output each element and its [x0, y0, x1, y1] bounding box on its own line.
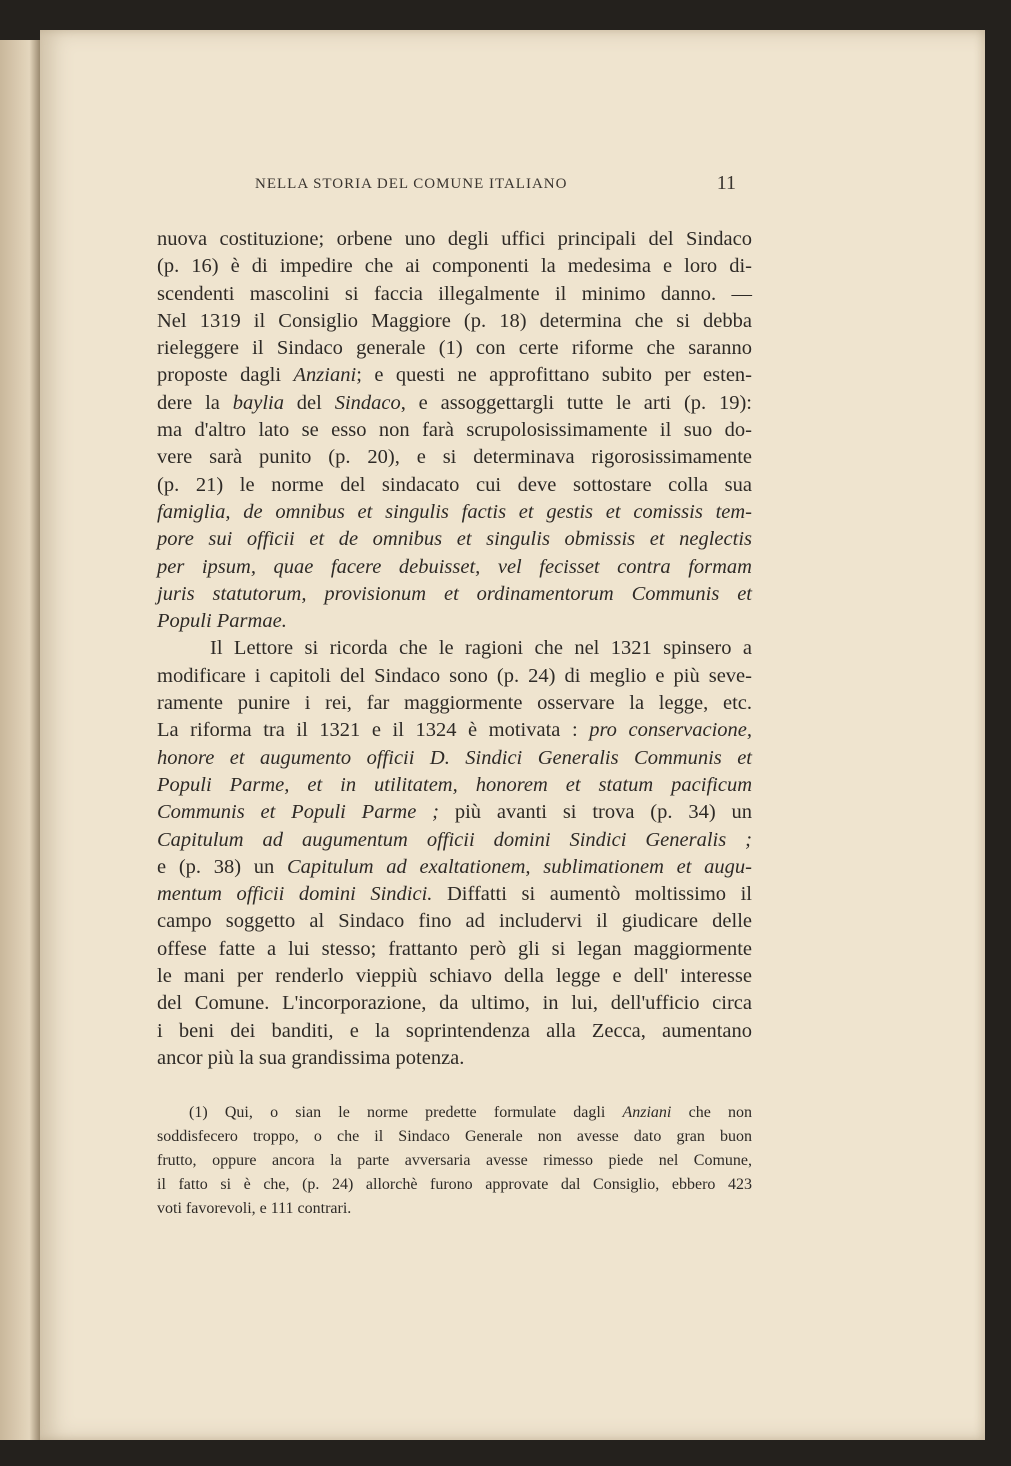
page-header	[157, 172, 752, 196]
text-line	[157, 554, 752, 581]
text-line	[157, 908, 752, 935]
text-line	[157, 690, 752, 717]
text-line	[157, 663, 752, 690]
text-segment: del	[283, 391, 335, 414]
text-segment: ; e questi ne approfittano subito per esten-	[356, 364, 752, 387]
text-line	[157, 854, 752, 881]
text-segment: e (p. 38) un	[157, 855, 287, 878]
text-segment: frutto, oppure ancora la parte avversaria avesse rimesso piede nel Comune,	[157, 1152, 752, 1169]
text-line	[157, 226, 752, 253]
text-segment: rieleggere il Sindaco generale (1) con certe riforme che saranno	[157, 337, 752, 360]
text-line	[157, 390, 752, 417]
text-segment: Diffatti si aumentò moltissimo il	[432, 883, 752, 906]
text-line	[157, 444, 752, 471]
footnote-line	[157, 1101, 752, 1125]
italic-text: Populi Parme, et in utilitatem, honorem et statum pacificum	[157, 773, 752, 796]
text-line	[157, 281, 752, 308]
text-segment: voti favorevoli, e 111 contrari.	[157, 1200, 352, 1217]
text-segment: campo soggetto al Sindaco fino ad includervi il giudicare delle	[157, 910, 752, 933]
body-text	[157, 226, 752, 1072]
italic-text: mentum officii domini Sindici.	[157, 883, 433, 906]
text-segment: offese fatte a lui stesso; frattanto però gli si legan maggiormente	[157, 937, 752, 960]
text-line	[157, 335, 752, 362]
text-line	[157, 472, 752, 499]
text-line	[157, 717, 752, 744]
text-line	[157, 827, 752, 854]
italic-text: juris statutorum, provisionum et ordinamentorum Communis et	[157, 582, 752, 605]
footnote-line	[157, 1197, 752, 1221]
text-segment: le mani per renderlo vieppiù schiavo della legge e dell' interesse	[157, 965, 752, 988]
italic-text: Capitulum ad exaltationem, sublimationem et augu-	[287, 855, 752, 878]
text-line	[157, 881, 752, 908]
text-line	[157, 362, 752, 389]
text-line	[157, 581, 752, 608]
text-line	[157, 936, 752, 963]
text-line	[157, 745, 752, 772]
text-segment: scendenti mascolini si faccia illegalmente il minimo danno. —	[157, 282, 752, 305]
text-segment: (p. 21) le norme del sindacato cui deve sottostare colla sua	[157, 473, 752, 496]
italic-text: baylia	[232, 391, 284, 414]
footnotes	[157, 1101, 752, 1221]
text-segment: ma d'altro lato se esso non farà scrupolosissimamente il suo do-	[157, 419, 752, 442]
text-line	[157, 417, 752, 444]
text-segment: ancor più la sua grandissima potenza.	[157, 1046, 465, 1069]
italic-text: honore et augumento officii D. Sindici Generalis Communis et	[157, 746, 752, 769]
italic-text: Anziani	[293, 364, 357, 387]
footnote-line	[157, 1173, 752, 1197]
footnote-line	[157, 1125, 752, 1149]
text-segment: modificare i capitoli del Sindaco sono (p. 24) di meglio e più seve-	[157, 664, 752, 687]
text-line	[157, 1018, 752, 1045]
italic-text: famiglia, de omnibus et singulis factis et gestis et comissis tem-	[157, 500, 752, 523]
previous-page-edge	[0, 40, 42, 1440]
italic-text: per ipsum, quae facere debuisset, vel fecisset contra formam	[157, 555, 752, 578]
text-segment: , e assoggettargli tutte le arti (p. 19):	[400, 391, 752, 414]
text-line	[157, 253, 752, 280]
text-segment: dere la	[157, 391, 233, 414]
text-segment: del Comune. L'incorporazione, da ultimo, in lui, dell'ufficio circa	[157, 992, 752, 1015]
italic-text: Sindaco	[334, 391, 401, 414]
text-segment: Il Lettore si ricorda che le ragioni che nel 1321 spinsero a	[210, 637, 752, 660]
text-segment: più avanti si trova (p. 34) un	[439, 801, 752, 824]
running-title: NELLA STORIA DEL COMUNE ITALIANO	[255, 176, 568, 192]
text-segment: (p. 16) è di impedire che ai componenti la medesima e loro di-	[157, 255, 752, 278]
text-line	[157, 772, 752, 799]
text-segment: (1) Qui, o sian le norme predette formulate dagli	[189, 1104, 623, 1121]
italic-text: Communis et Populi Parme ;	[157, 801, 440, 824]
page-number: 11	[716, 172, 736, 194]
text-line	[157, 990, 752, 1017]
text-segment: La riforma tra il 1321 e il 1324 è motivata :	[157, 719, 590, 742]
text-line	[157, 963, 752, 990]
text-segment: Nel 1319 il Consiglio Maggiore (p. 18) determina che si debba	[157, 309, 752, 332]
text-line	[157, 526, 752, 553]
italic-text: pro conservacione,	[589, 719, 752, 742]
italic-text: pore sui officii et de omnibus et singulis obmissis et neglectis	[157, 528, 752, 551]
text-line	[157, 308, 752, 335]
text-segment: il fatto si è che, (p. 24) allorchè furono approvate dal Consiglio, ebbero 423	[157, 1176, 752, 1193]
text-line	[157, 1045, 752, 1072]
text-segment: i beni dei banditi, e la soprintendenza alla Zecca, aumentano	[157, 1019, 752, 1042]
footnote-line	[157, 1149, 752, 1173]
text-segment: soddisfecero troppo, o che il Sindaco Generale non avesse dato gran buon	[157, 1128, 752, 1145]
text-segment: vere sarà punito (p. 20), e si determinava rigorosissimamente	[157, 446, 752, 469]
text-segment: che non	[671, 1104, 753, 1121]
italic-text: Capitulum ad augumentum officii domini Sindici Generalis ;	[157, 828, 752, 851]
italic-text: Anziani	[622, 1104, 672, 1121]
text-segment: proposte dagli	[157, 364, 294, 387]
text-line	[157, 799, 752, 826]
text-segment: ramente punire i rei, far maggiormente osservare la legge, etc.	[157, 692, 752, 715]
italic-text: Populi Parmae.	[157, 610, 287, 633]
text-segment: nuova costituzione; orbene uno degli uffici principali del Sindaco	[157, 228, 752, 250]
text-line	[157, 635, 752, 662]
text-line	[157, 608, 752, 635]
text-line	[157, 499, 752, 526]
